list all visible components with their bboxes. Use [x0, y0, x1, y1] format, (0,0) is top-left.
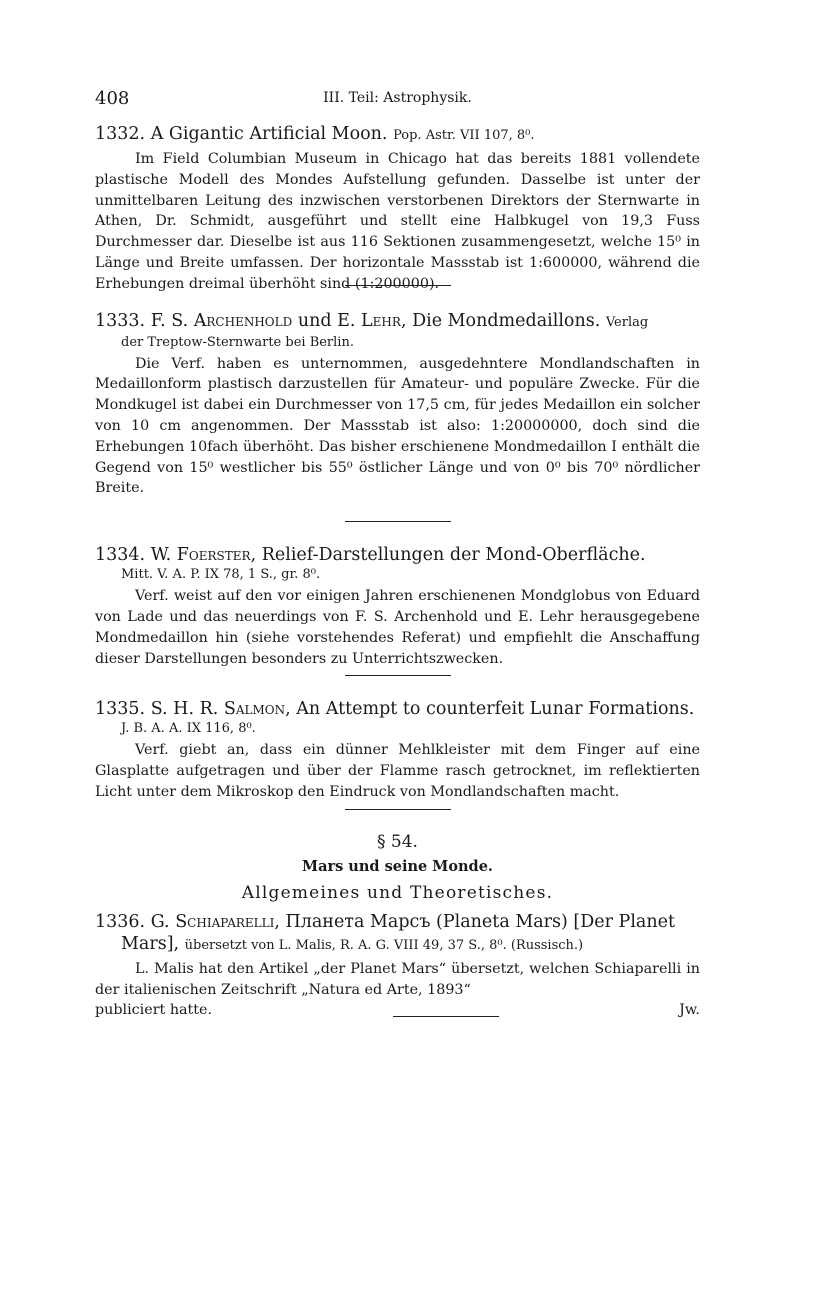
entry-body-end: publiciert hatte. [95, 1002, 213, 1019]
entry-conjunction: und E. [297, 310, 356, 331]
entry-authors-pre: W. [150, 545, 172, 566]
entry-heading [95, 544, 700, 566]
entry-author: Schiaparelli [175, 911, 275, 932]
section-title: Mars und seine Monde. [302, 857, 493, 875]
entry-body: L. Malis hat den Artikel „der Planet Mars“ übersetzt, welchen Schiaparelli in der italienischen Zeitschrift „Natura ed Arte, 1893“ [95, 960, 700, 998]
entry-title: A Gigantic Artificial Moon. [150, 124, 388, 144]
document-page [95, 85, 700, 1021]
section-number: § 54. [377, 831, 418, 852]
divider [393, 1016, 499, 1017]
entry-source: Pop. Astr. VII 107, 8⁰. [393, 128, 535, 143]
running-title: III. Teil: Astrophysik. [323, 90, 472, 106]
entry-1334 [95, 544, 700, 676]
entry-number: 1332. [95, 124, 146, 144]
entry-heading [95, 911, 700, 933]
divider [345, 809, 451, 810]
entry-heading-continued [95, 933, 700, 957]
entry-title: , Relief-Darstellungen der Mond-Oberfläche. [250, 545, 646, 566]
entry-heading [95, 310, 700, 334]
entry-author: Archenhold [193, 310, 293, 331]
entry-author: Lehr [361, 310, 401, 331]
entry-author: Salmon [223, 699, 286, 720]
entry-source-continued: der Treptow-Sternwarte bei Berlin. [121, 334, 354, 350]
entry-title: , Die Mondmedaillons. [400, 310, 601, 331]
entry-1335 [95, 698, 700, 809]
entry-author: Foerster [176, 545, 251, 566]
entry-number: 1335. [95, 699, 146, 720]
page-header [95, 85, 700, 113]
entry-body: Die Verf. haben es unternommen, ausgedehntere Mondlandschaften in Medaillonform plastisch darzustellen für Amateur- und populäre Zwecke. Für die Mondkugel ist dabei ein Durchmesser von 17,5 cm, für jedes Medaillon ein solcher von 10 cm angenommen. Der Massstab ist also: 1:20000000, doch sind die Erhebungen 10fach überhöht. Das bisher erschienene Mondmedaillon I enthält die Gegend von 15⁰ westlicher bis 55⁰ östlicher Länge und von 0⁰ bis 70⁰ nördlicher Breite. [95, 355, 700, 497]
divider [345, 675, 451, 676]
entry-title-continued: Mars], [121, 933, 180, 954]
divider [345, 521, 451, 522]
entry-source: Verlag [605, 314, 649, 330]
entry-source: J. B. A. A. IX 116, 8⁰. [121, 721, 256, 737]
entry-1333 [95, 310, 700, 523]
entry-1336 [95, 911, 700, 1021]
entry-title: , Планета Марсъ (Planeta Mars) [Der Planet [274, 911, 676, 932]
entry-body: Im Field Columbian Museum in Chicago hat das bereits 1881 vollendete plastische Modell des Mondes Aufstellung gefunden. Dasselbe ist unter der unmittelbaren Leitung des inzwischen verstorbenen Direktors der Sternwarte in Athen, Dr. Schmidt, ausgeführt und stellt eine Halbkugel von 19,3 Fuss Durchmesser dar. Dieselbe ist aus 116 Sektionen zusammengesetzt, welche 15⁰ in Länge und Breite umfassen. Der horizontale Massstab ist 1:600000, während die Erhebungen dreimal überhöht sind (1:200000). [95, 151, 700, 292]
section-subtitle: Allgemeines und Theoretisches. [241, 882, 554, 903]
section-heading [95, 832, 700, 903]
reviewer-signature: Jw. [679, 1002, 700, 1019]
entry-body: Verf. weist auf den vor einigen Jahren erschienenen Mondglobus von Eduard von Lade und das neuerdings von F. S. Archenhold und E. Lehr herausgegebene Mondmedaillon hin (siehe vorstehendes Referat) und empfiehlt die Anschaffung dieser Darstellungen besonders zu Unterrichtszwecken. [95, 588, 700, 667]
entry-1332 [95, 123, 700, 292]
entry-source: übersetzt von L. Malis, R. A. G. VIII 49, 37 S., 8⁰. (Russisch.) [184, 937, 584, 953]
entry-heading [95, 123, 700, 147]
entry-number: 1333. [95, 310, 146, 331]
entry-authors-pre: S. H. R. [150, 699, 219, 720]
entry-heading [95, 698, 700, 720]
entry-number: 1334. [95, 545, 146, 566]
entry-last-line [95, 1000, 700, 1021]
entry-number: 1336. [95, 911, 146, 932]
entry-authors-pre: G. [150, 911, 170, 932]
page-number: 408 [95, 88, 130, 109]
entry-authors-pre: F. S. [150, 310, 189, 331]
entry-source: Mitt. V. A. P. IX 78, 1 S., gr. 8⁰. [121, 567, 321, 583]
entry-body: Verf. giebt an, dass ein dünner Mehlkleister mit dem Finger auf eine Glasplatte aufgetragen und über der Flamme rasch getrocknet, im reflektierten Licht unter dem Mikroskop den Eindruck von Mondlandschaften macht. [95, 742, 700, 800]
entry-title: , An Attempt to counterfeit Lunar Formations. [285, 699, 695, 720]
